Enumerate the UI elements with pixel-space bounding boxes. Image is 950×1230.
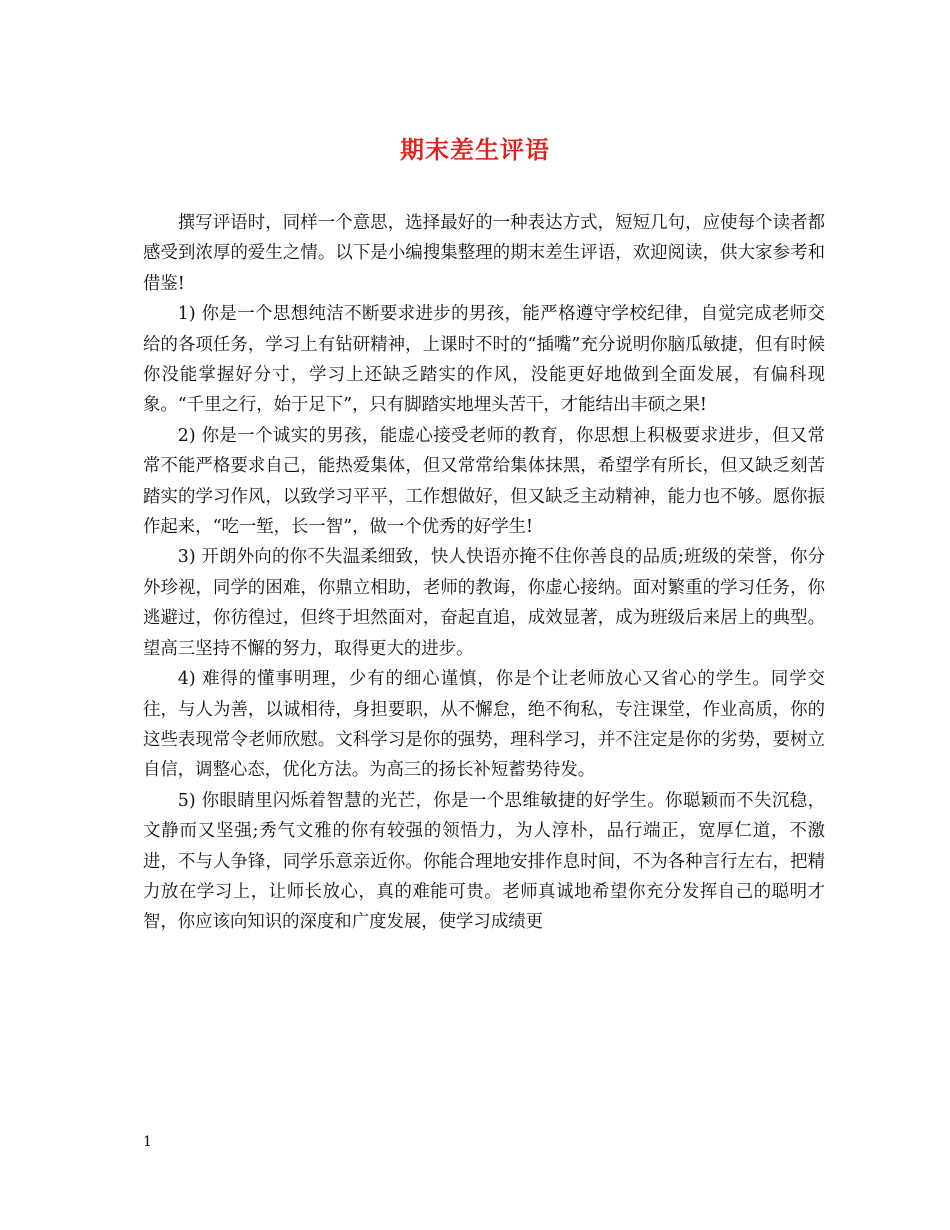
intro-paragraph: 撰写评语时，同样一个意思，选择最好的一种表达方式，短短几句，应使每个读者都感受到浓厚的爱生之情。以下是小编搜集整理的期末差生评语，欢迎阅读，供大家参考和借鉴! [143,213,825,294]
comment-paragraph-4: 4) 难得的懂事明理，少有的细心谨慎，你是个让老师放心又省心的学生。同学交往，与人为善，以诚相待，身担要职，从不懈怠，绝不徇私，专注课堂，作业高质，你的这些表现常令老师欣慰。文科学习是你的强势，理科学习，并不注定是你的劣势，要树立自信，调整心态，优化方法。为高三的扬长补短蓄势待发。 [143,669,825,781]
page-number: 1 [143,1134,152,1150]
comment-paragraph-2: 2) 你是一个诚实的男孩，能虚心接受老师的教育，你思想上积极要求进步，但又常常不能严格要求自己，能热爱集体，但又常常给集体抹黑，希望学有所长，但又缺乏刻苦踏实的学习作风，以致学习平平，工作想做好，但又缺乏主动精神，能力也不够。愿你振作起来，“吃一堑，长一智”，做一个优秀的好学生! [143,425,825,538]
comment-paragraph-1: 1) 你是一个思想纯洁不断要求进步的男孩，能严格遵守学校纪律，自觉完成老师交给的各项任务，学习上有钻研精神，上课时不时的“插嘴”充分说明你脑瓜敏捷，但有时候你没能掌握好分寸，学习上还缺乏踏实的作风，没能更好地做到全面发展，有偏科现象。“千里之行，始于足下”，只有脚踏实地埋头苦干，才能结出丰硕之果! [143,304,825,416]
document-body [143,208,825,938]
document-title: 期末差生评语 [400,135,550,164]
comment-paragraph-5: 5) 你眼睛里闪烁着智慧的光芒，你是一个思维敏捷的好学生。你聪颖而不失沉稳，文静而又坚强;秀气文雅的你有较强的领悟力，为人淳朴，品行端正，宽厚仁道，不激进，不与人争锋，同学乐意亲近你。你能合理地安排作息时间，不为各种言行左右，把精力放在学习上，让师长放心，真的难能可贵。老师真诚地希望你充分发挥自己的聪明才智，你应该向知识的深度和广度发展，使学习成绩更 [143,790,825,933]
comment-paragraph-3: 3) 开朗外向的你不失温柔细致，快人快语亦掩不住你善良的品质;班级的荣誉，你分外珍视，同学的困难，你鼎立相助，老师的教诲，你虚心接纳。面对繁重的学习任务，你逃避过，你彷徨过，但终于坦然面对，奋起直追，成效显著，成为班级后来居上的典型。望高三坚持不懈的努力，取得更大的进步。 [143,547,825,659]
